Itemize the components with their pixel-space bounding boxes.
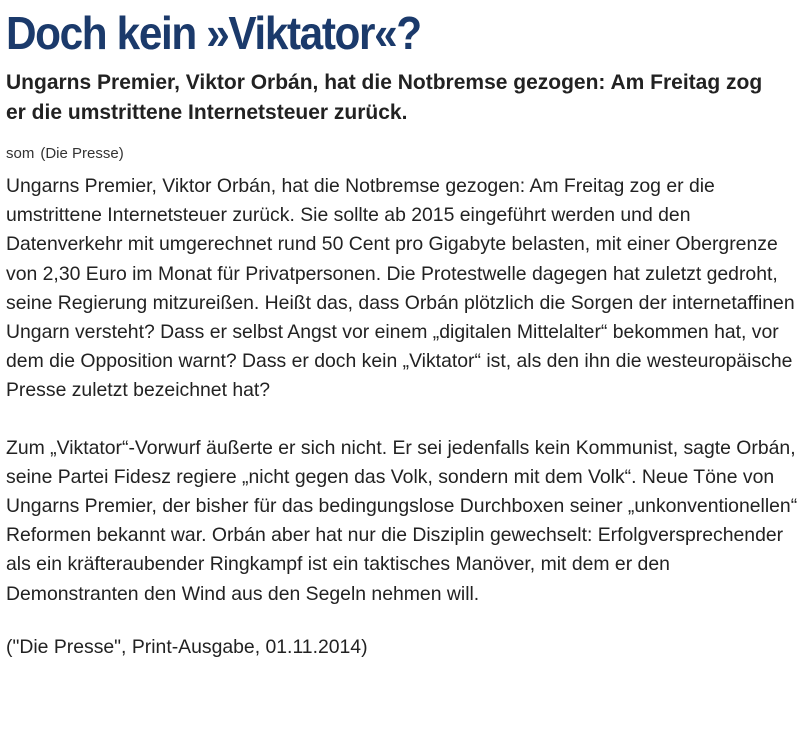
article-paragraph-1: Ungarns Premier, Viktor Orbán, hat die Notbremse gezogen: Am Freitag zog er die umstrittene Internetsteuer zurück. Sie sollte ab 2015 eingeführt werden und den Datenverkehr mit umgerechnet rund 50 Cent pro Gigabyte belasten, mit einer Obergrenze von 2,30 Euro im Monat für Privatpersonen. Die Protestwelle dagegen hat zuletzt gedroht, seine Regierung mitzureißen. Heißt das, dass Orbán plötzlich die Sorgen der internetaffinen Ungarn versteht? Dass er selbst Angst vor einem „digitalen Mittelalter“ bekommen hat, vor dem die Opposition warnt? Dass er doch kein „Viktator“ ist, als den ihn die westeuropäische Presse zuletzt bezeichnet hat? xyxy=(6,175,795,402)
article-lead: Ungarns Premier, Viktor Orbán, hat die Notbremse gezogen: Am Freitag zog er die umstrittene Internetsteuer zurück. xyxy=(6,71,763,124)
article-paragraph-2: Zum „Viktator“-Vorwurf äußerte er sich nicht. Er sei jedenfalls kein Kommunist, sagte Orbán, seine Partei Fidesz regiere „nicht gegen das Volk, sondern mit dem Volk“. Neue Töne von Ungarns Premier, der bisher für das bedingungslose Durchboxen seiner „unkonventionellen“ Reformen bekannt war. Orbán aber hat nur die Disziplin gewechselt: Erfolgversprechender als ein kräfteraubender Ringkampf ist ein taktisches Manöver, mit dem er den Demonstranten den Wind aus den Segeln nehmen will. xyxy=(6,436,798,605)
article-byline xyxy=(6,144,806,164)
article xyxy=(6,0,806,661)
article-source-footer: ("Die Presse", Print-Ausgabe, 01.11.2014) xyxy=(6,635,368,658)
byline-source: (Die Presse) xyxy=(40,145,124,162)
article-headline: Doch kein »Viktator«? xyxy=(6,7,421,59)
byline-author: som xyxy=(6,145,35,162)
